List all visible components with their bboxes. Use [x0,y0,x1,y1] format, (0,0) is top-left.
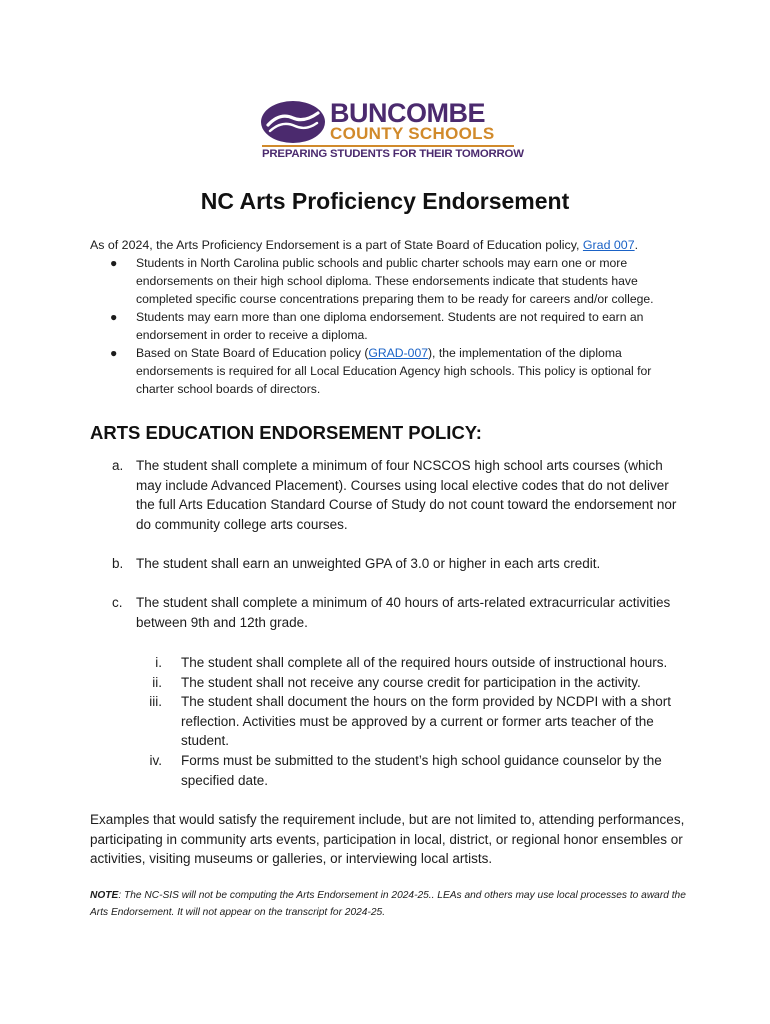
policy-text: The student shall complete a minimum of four NCSCOS high school arts courses (which may include Advanced Placement). Courses using local elective codes that do not deliver the full Arts Education Standard Course of Study do not count toward the endorsement nor do community college arts courses. [136,458,677,532]
bullet-text: Students may earn more than one diploma endorsement. Students are not required to earn an endorsement in order to receive a diploma. [136,310,644,342]
sub-item-text: The student shall document the hours on the form provided by NCDPI with a short reflection. Activities must be approved by a current or former arts teacher of the student. [181,694,672,749]
note-label: NOTE [90,890,119,901]
list-marker: b. [112,555,124,571]
list-item [90,344,690,398]
list-item [90,254,690,308]
bullet-glyph: ● [110,346,118,360]
sub-item-text: Forms must be submitted to the student’s high school guidance counselor by the specified date. [181,752,662,788]
sub-item-text: The student shall not receive any course credit for participation in the activity. [181,674,641,690]
list-marker: iv. [149,752,162,768]
district-logo [260,98,524,162]
grad-007-link[interactable]: Grad 007 [582,238,635,252]
list-marker: c. [112,595,123,611]
list-marker: iii. [149,694,162,710]
examples-paragraph: Examples that would satisfy the requirement include, but are not limited to, attending performances, participating in community arts events, participation in local, district, or regional honor ensembles or activities, visiting museums or galleries, or interviewing local artists. [90,812,685,867]
list-marker: ii. [152,674,162,690]
list-marker: a. [112,458,124,473]
note-text: : The NC-SIS will not be computing the Arts Endorsement in 2024-25.. LEAs and others may use local processes to award the Arts Endorsement. It will not appear on the transcript for 2024-25. [90,890,686,918]
list-item [90,593,690,632]
list-marker: i. [155,655,162,670]
list-item [90,308,690,344]
logo-tagline: PREPARING STUDENTS FOR THEIR TOMORROW [262,148,524,160]
logo-name: BUNCOMBE [330,98,485,128]
page-title: NC Arts Proficiency Endorsement [200,188,570,214]
sub-item-text: The student shall complete all of the required hours outside of instructional hours. [181,655,668,670]
note-paragraph [90,887,690,921]
list-item [90,456,690,534]
bullet-glyph: ● [110,256,118,270]
list-item [90,751,690,790]
intro-end: . [634,238,639,252]
policy-text: The student shall complete a minimum of 40 hours of arts-related extracurricular activities between 9th and 12th grade. [136,595,671,630]
list-item [90,554,690,574]
bullet-glyph: ● [110,310,118,324]
bullet-text-post: ), the implementation of the diploma endorsements is required for all Local Education Agency high schools. This policy is optional for charter school boards of directors. [136,346,652,396]
intro-paragraph [90,236,638,254]
requirement-sublist [90,653,690,790]
intro-text: As of 2024, the Arts Proficiency Endorsement is a part of State Board of Education policy, [90,238,583,252]
bullet-text: Students in North Carolina public schools and public charter schools may earn one or more endorsements on their high school diploma. These endorsements indicate that students have completed specific course concentrations preparing them to be ready for careers and/or college. [136,256,654,306]
list-item [90,692,690,751]
policy-text: The student shall earn an unweighted GPA of 3.0 or higher in each arts credit. [136,555,601,571]
endorsement-bullets [90,254,690,398]
policy-heading: ARTS EDUCATION ENDORSEMENT POLICY: [90,422,482,443]
logo-subtitle: COUNTY SCHOOLS [330,124,495,143]
policy-list [90,456,690,632]
bullet-text-pre: Based on State Board of Education policy ( [136,346,369,360]
grad-007-policy-link[interactable]: GRAD-007 [368,346,428,360]
mountain-emblem-icon [260,100,326,144]
list-item [90,673,690,693]
logo-divider [262,145,514,147]
list-item [90,653,690,673]
